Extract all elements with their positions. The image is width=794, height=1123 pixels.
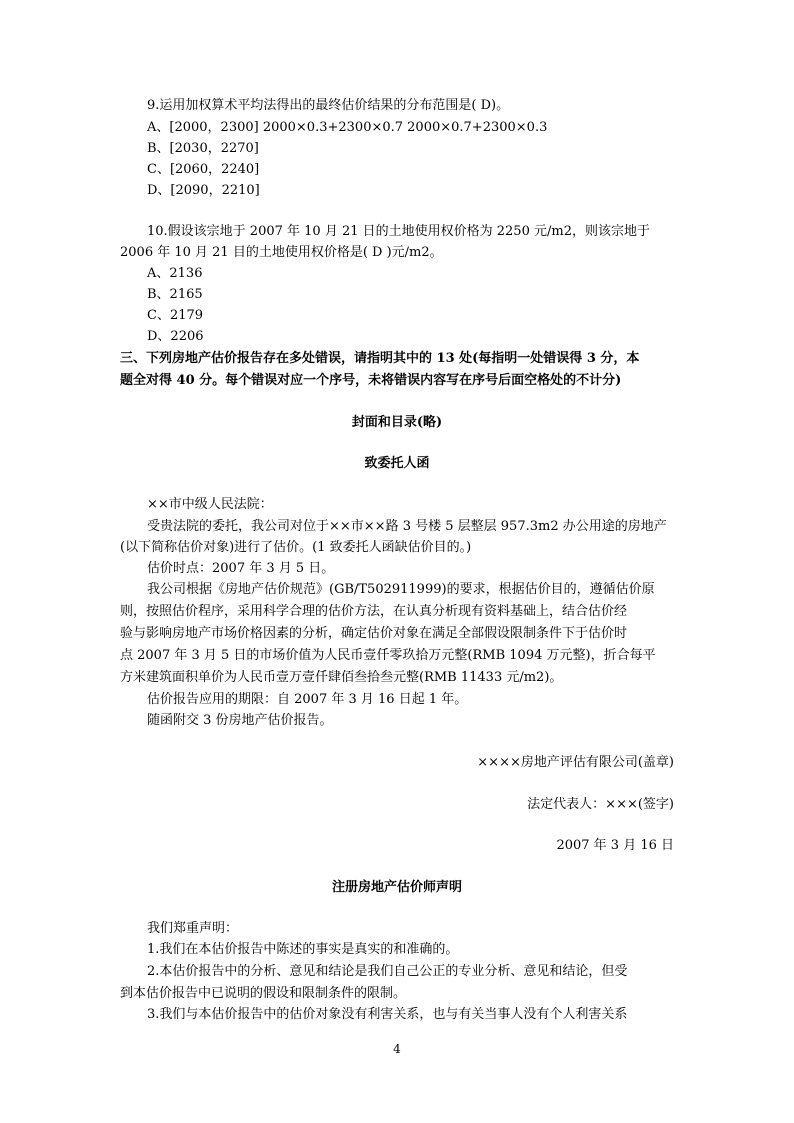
letter-p3-line4: 点 2007 年 3 月 5 日的市场价值为人民币壹仟零玖拾万元整(RMB 1094 万元整)，折合每平 bbox=[120, 648, 656, 663]
cover-title: 封面和目录(略) bbox=[351, 415, 443, 430]
letter-validity: 估价报告应用的期限：自 2007 年 3 月 16 日起 1 年。 bbox=[147, 692, 468, 707]
letter-attachment: 随函附交 3 份房地产估价报告。 bbox=[147, 713, 333, 728]
q9-option-d: D、[2090，2210] bbox=[147, 183, 260, 198]
letter-p3-line3: 验与影响房地产市场价格因素的分析，确定估价对象在满足全部假设限制条件下于估价时 bbox=[120, 626, 628, 641]
letter-representative: 法定代表人：×××(签字) bbox=[527, 797, 674, 812]
q10-option-d: D、2206 bbox=[147, 329, 204, 344]
q9-option-c: C、[2060，2240] bbox=[147, 162, 260, 177]
letter-date: 2007 年 3 月 16 日 bbox=[556, 838, 674, 853]
q10-stem-line2: 2006 年 10 月 21 目的土地使用权价格是( D )元/m2。 bbox=[120, 245, 443, 260]
letter-p1-line1: 受贵法院的委托，我公司对位于××市××路 3 号楼 5 层整层 957.3m2 办公用途的房地产 bbox=[147, 519, 667, 534]
declaration-item1: 1.我们在本估价报告中陈述的事实是真实的和准确的。 bbox=[147, 942, 459, 957]
letter-p3-line2: 则，按照估价程序，采用科学合理的估价方法，在认真分析现有资料基础上，结合估价经 bbox=[120, 604, 628, 619]
declaration-title: 注册房地产估价师声明 bbox=[331, 880, 462, 895]
page-number: 4 bbox=[393, 1042, 401, 1056]
section3-heading-line2: 题全对得 40 分。每个错误对应一个序号，未将错误内容写在序号后面空格处的不计分) bbox=[120, 373, 622, 388]
declaration-item2-line2: 到本估价报告中已说明的假设和限制条件的限制。 bbox=[120, 986, 407, 1001]
q10-option-b: B、2165 bbox=[147, 287, 203, 302]
q9-stem: 9.运用加权算术平均法得出的最终估价结果的分布范围是( D)。 bbox=[147, 98, 510, 113]
letter-p3-line5: 方米建筑面积单价为人民币壹万壹仟肆佰叁拾叁元整(RMB 11433 元/m2)。 bbox=[120, 670, 563, 685]
q9-option-a: A、[2000，2300] 2000×0.3+2300×0.7 2000×0.7+2300×0.3 bbox=[147, 120, 548, 135]
letter-title: 致委托人函 bbox=[364, 456, 430, 471]
q10-option-c: C、2179 bbox=[147, 308, 204, 323]
q10-stem-line1: 10.假设该宗地于 2007 年 10 月 21 日的土地使用权价格为 2250 元/m2，则该宗地于 bbox=[147, 224, 650, 239]
q9-option-b: B、[2030，2270] bbox=[147, 141, 259, 156]
letter-addressee: ××市中级人民法院： bbox=[147, 497, 273, 512]
letter-p1-line2: (以下简称估价对象)进行了估价。(1 致委托人函缺估价目的。) bbox=[120, 540, 472, 555]
q10-option-a: A、2136 bbox=[147, 266, 203, 281]
letter-p3-line1: 我公司根据《房地产估价规范》(GB/T502911999)的要求，根据估价目的，遵循估价原 bbox=[147, 582, 655, 597]
section3-heading-line1: 三、下列房地产估价报告存在多处错误，请指明其中的 13 处(每指明一处错误得 3 分，本 bbox=[120, 351, 640, 366]
letter-company: ××××房地产评估有限公司(盖章) bbox=[477, 755, 674, 770]
declaration-intro: 我们郑重声明： bbox=[147, 921, 239, 936]
letter-valuation-date: 估价时点：2007 年 3 月 5 日。 bbox=[147, 561, 335, 576]
declaration-item2-line1: 2.本估价报告中的分析、意见和结论是我们自己公正的专业分析、意见和结论，但受 bbox=[147, 964, 628, 979]
declaration-item3: 3.我们与本估价报告中的估价对象没有利害关系，也与有关当事人没有个人利害关系 bbox=[147, 1007, 628, 1022]
